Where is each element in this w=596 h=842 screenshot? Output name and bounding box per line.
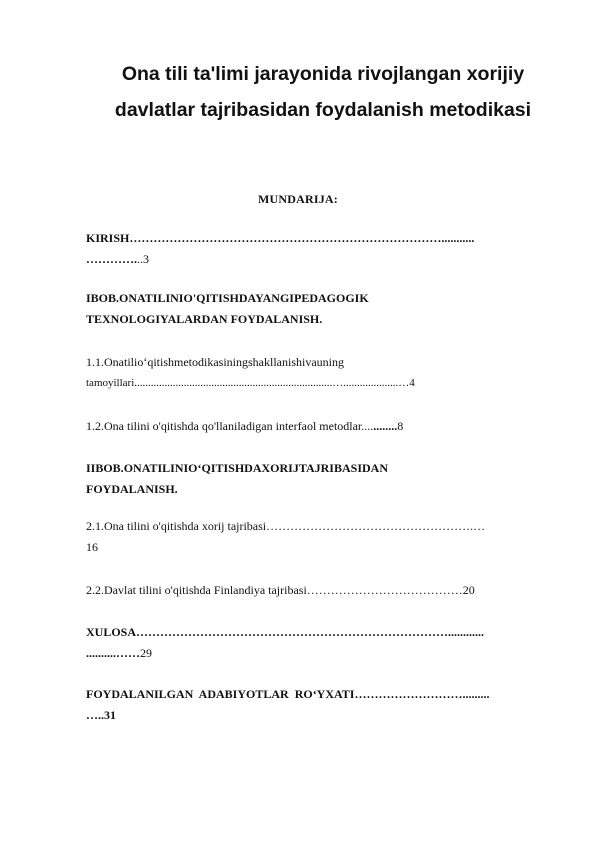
- toc-entry-page: 29: [140, 646, 152, 660]
- toc-entry-continuation: ..........……29: [86, 646, 152, 660]
- toc-entry-2-1[interactable]: [86, 516, 552, 558]
- toc-heading: MUNDARIJA:: [258, 192, 338, 206]
- toc-entry-text: 1.1.Onatilio‘qitishmetodikasiningshakllanishivauning: [86, 355, 345, 369]
- toc-entry-xulosa[interactable]: [86, 622, 552, 664]
- title-line-1: Ona tili ta'limi jarayonida rivojlangan xorijiy: [121, 63, 525, 85]
- toc-entry-chapter-2[interactable]: [86, 458, 552, 500]
- toc-entry-text: IIBOB.ONATILINIO‘QITISHDAXORIJTAJRIBASIDAN: [86, 461, 388, 475]
- toc-entry-text: FOYDALANILGAN ADABIYOTLAR RO‘YXATI……………………….........: [86, 687, 490, 701]
- toc-entry-continuation: …………...3: [86, 252, 149, 266]
- toc-entry-page: …..31: [86, 708, 116, 722]
- toc-entry-continuation: tamoyillari........................................................................…....................…4: [86, 377, 415, 389]
- title-line-2: davlatlar tajribasidan foydalanish metodikasi: [114, 99, 532, 121]
- toc-entry-chapter-1[interactable]: [86, 288, 552, 330]
- document-title: [84, 56, 562, 128]
- toc-entry-page: ..3: [137, 252, 149, 266]
- toc-entry-page: 16: [86, 540, 98, 554]
- toc-entry-text: 1.2.Ona tilini o'qitishda qo'llaniladigan interfaol metodlar............8: [86, 419, 404, 433]
- toc-entry-text: XULOSA……………………………………………………………………............: [86, 625, 485, 639]
- toc-entry-page: 8: [397, 419, 404, 433]
- toc-entry-references[interactable]: [86, 684, 552, 726]
- toc-entry-kirish[interactable]: [86, 228, 552, 270]
- toc-entry-text: 2.1.Ona tilini o'qitishda xorij tajribasi…………………………………………….…: [86, 519, 486, 533]
- toc-entry-text: KIRISH……………………………………………………………………...........: [86, 231, 475, 245]
- toc-entry-text: IBOB.ONATILINIO'QITISHDAYANGIPEDAGOGIK: [86, 291, 369, 305]
- toc-entry-text: 2.2.Davlat tilini o'qitishda Finlandiya tajribasi…………………………………20: [86, 583, 475, 597]
- toc-entry-2-2[interactable]: [86, 580, 552, 601]
- toc-entry-continuation: FOYDALANISH.: [86, 482, 178, 496]
- toc-entry-1-1[interactable]: [86, 352, 552, 394]
- toc-entry-continuation: TEXNOLOGIYALARDAN FOYDALANISH.: [86, 312, 323, 326]
- toc-entry-1-2[interactable]: [86, 416, 552, 437]
